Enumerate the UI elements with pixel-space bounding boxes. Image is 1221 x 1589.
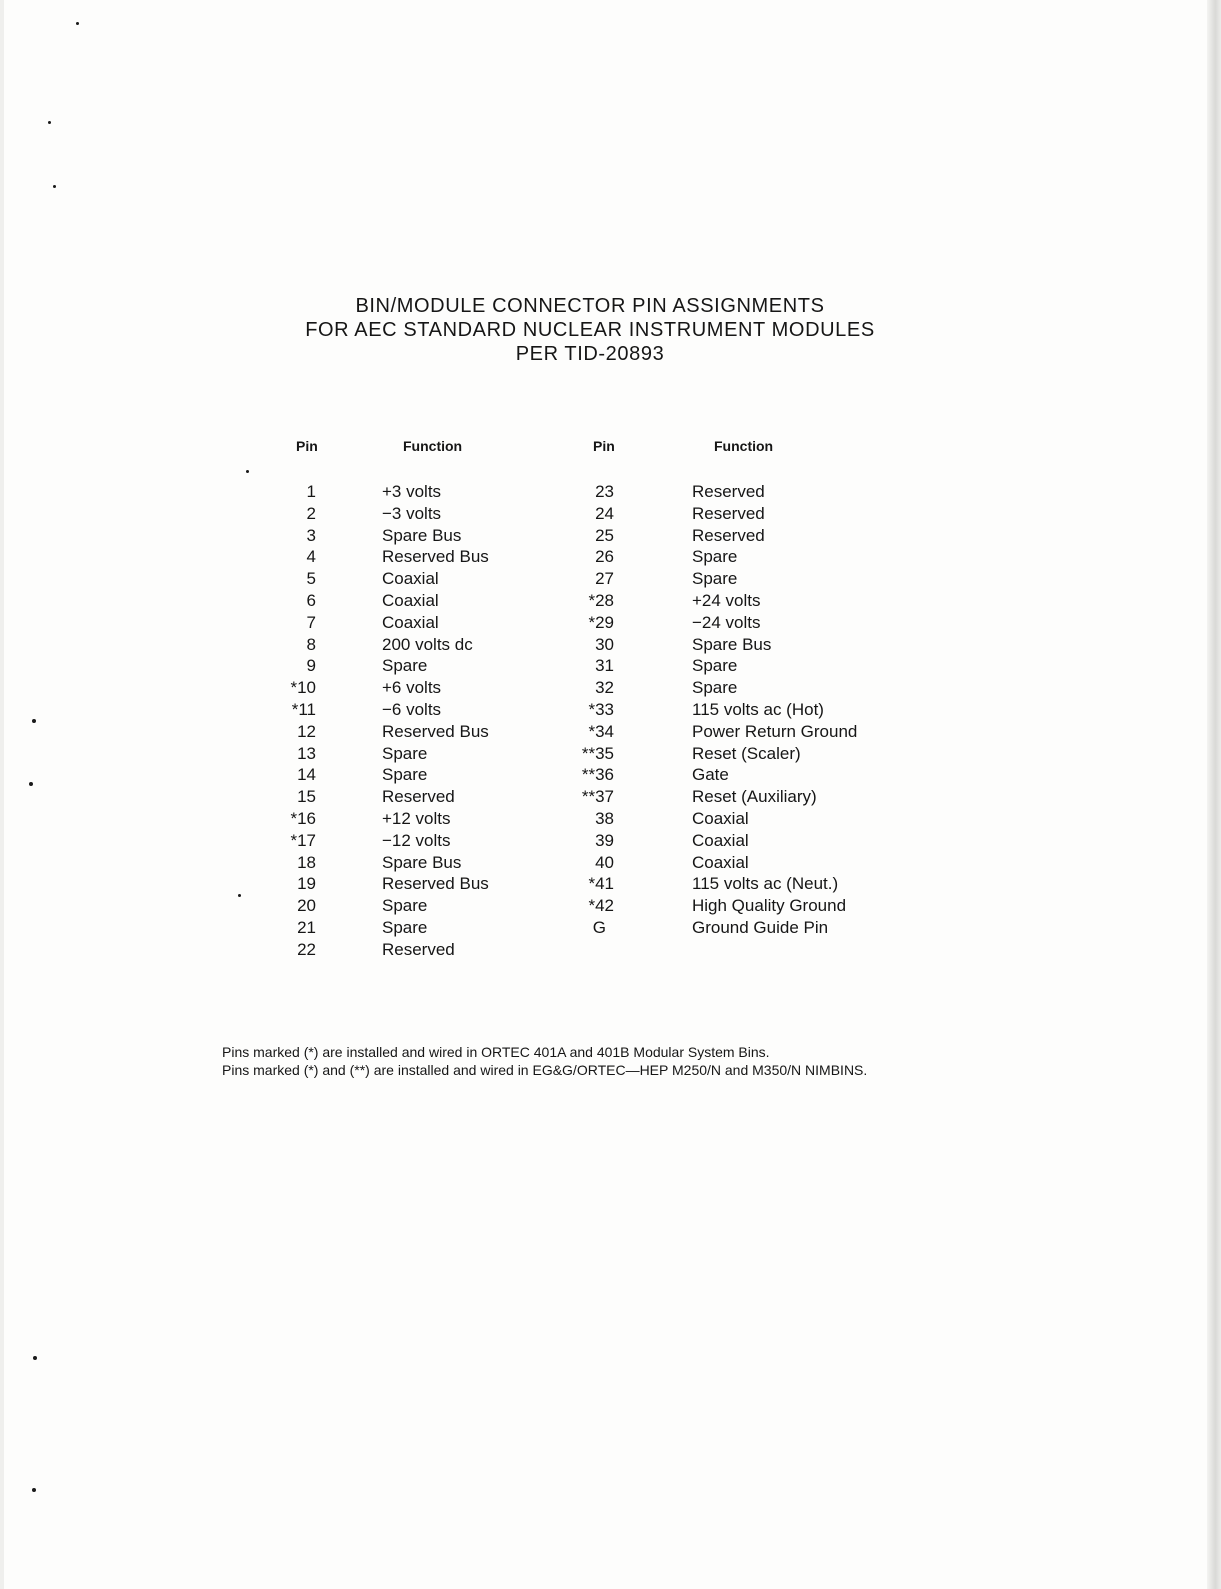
pin-number: 20 xyxy=(297,896,316,916)
pin-number: 18 xyxy=(297,852,316,872)
scan-speck xyxy=(53,185,56,188)
pin-number: 31 xyxy=(595,656,614,676)
footnotes xyxy=(222,1043,867,1079)
pin-function: Reset (Scaler) xyxy=(692,743,801,763)
scan-speck xyxy=(33,1356,37,1360)
header-function-right: Function xyxy=(714,438,774,454)
pin-function: Coaxial xyxy=(692,808,749,828)
header-pin-left: Pin xyxy=(296,438,318,454)
pin-function: Reserved xyxy=(692,503,765,523)
pin-number: **36 xyxy=(581,765,614,785)
pin-function: High Quality Ground xyxy=(692,896,847,916)
left-pin-column xyxy=(270,481,316,961)
footnote-line-1: Pins marked (*) are installed and wired in ORTEC 401A and 401B Modular System Bins. xyxy=(222,1044,770,1060)
pin-number: 40 xyxy=(595,852,614,872)
pin-function: −12 volts xyxy=(382,830,451,850)
pin-number: 30 xyxy=(595,634,614,654)
pin-function: 115 volts ac (Neut.) xyxy=(692,874,839,894)
pin-function: Coaxial xyxy=(382,569,439,589)
pin-number: 32 xyxy=(595,678,614,698)
title-line-2: FOR AEC STANDARD NUCLEAR INSTRUMENT MODULES xyxy=(305,319,875,341)
pin-function: Power Return Ground xyxy=(692,721,858,741)
pin-number: 5 xyxy=(306,569,316,589)
pin-number: 14 xyxy=(297,765,316,785)
scan-speck xyxy=(238,894,241,897)
pin-function: Spare Bus xyxy=(692,634,772,654)
title-line-3: PER TID-20893 xyxy=(515,343,665,365)
pin-number: 13 xyxy=(297,743,316,763)
pin-number: 8 xyxy=(306,634,316,654)
pin-function: −6 volts xyxy=(382,699,442,719)
pin-function: Reserved xyxy=(692,525,765,545)
pin-function: 200 volts dc xyxy=(382,634,473,654)
pin-function: Spare Bus xyxy=(382,525,462,545)
scan-speck xyxy=(48,121,51,124)
pin-function: Spare xyxy=(382,896,428,916)
pin-function: Spare xyxy=(692,656,738,676)
pin-function: +3 volts xyxy=(382,482,442,501)
pin-number: 39 xyxy=(595,830,614,850)
pin-number: 22 xyxy=(297,939,316,959)
pin-function: +12 volts xyxy=(382,808,451,828)
pin-function: +24 volts xyxy=(692,590,761,610)
pin-number: *42 xyxy=(588,896,614,916)
document-title xyxy=(0,294,1180,366)
pin-function: Spare xyxy=(692,678,738,698)
pin-function: −3 volts xyxy=(382,503,442,523)
pin-number: 15 xyxy=(297,787,316,807)
pin-function: Coaxial xyxy=(382,612,439,632)
page-right-edge xyxy=(1207,0,1221,1589)
pin-function: Coaxial xyxy=(692,852,749,872)
pin-function: −24 volts xyxy=(692,612,761,632)
pin-function: Reserved xyxy=(382,939,455,959)
left-function-column xyxy=(382,481,562,961)
pin-number: 23 xyxy=(595,482,614,501)
pin-number: *11 xyxy=(291,699,316,719)
pin-number: 12 xyxy=(297,721,316,741)
footnote-line-2: Pins marked (*) and (**) are installed and wired in EG&G/ORTEC—HEP M250/N and M350/N NIMBINS. xyxy=(222,1062,868,1078)
pin-number: 3 xyxy=(306,525,316,545)
pin-number: G xyxy=(592,917,606,937)
pin-function: Coaxial xyxy=(382,590,439,610)
pin-number: *16 xyxy=(290,808,316,828)
pin-number: *33 xyxy=(588,699,614,719)
pin-function: Reserved Bus xyxy=(382,721,489,741)
scan-speck xyxy=(29,782,33,786)
pin-number: *10 xyxy=(290,678,316,698)
right-function-column xyxy=(692,481,932,939)
title-line-1: BIN/MODULE CONNECTOR PIN ASSIGNMENTS xyxy=(355,295,825,317)
pin-number: 2 xyxy=(306,503,316,523)
pin-function: Spare xyxy=(382,656,428,676)
header-pin-right: Pin xyxy=(593,438,615,454)
pin-function: Reserved xyxy=(382,787,455,807)
pin-function: Reserved xyxy=(692,482,765,501)
pin-function: Gate xyxy=(692,765,729,785)
pin-number: **35 xyxy=(581,743,614,763)
pin-function: Spare xyxy=(692,547,738,567)
pin-number: *17 xyxy=(290,830,316,850)
pin-number: *28 xyxy=(588,590,614,610)
pin-number: 4 xyxy=(306,547,316,567)
pin-number: 7 xyxy=(306,612,316,632)
pin-number: 21 xyxy=(297,917,316,937)
pin-number: 6 xyxy=(306,590,316,610)
pin-number: 9 xyxy=(306,656,316,676)
pin-function: Spare Bus xyxy=(382,852,462,872)
scan-speck xyxy=(32,719,36,723)
pin-function: Reset (Auxiliary) xyxy=(692,787,817,807)
pin-function: 115 volts ac (Hot) xyxy=(692,699,824,719)
scan-speck xyxy=(32,1488,36,1492)
pin-function: +6 volts xyxy=(382,678,442,698)
pin-number: 19 xyxy=(297,874,316,894)
pin-number: 1 xyxy=(306,482,316,501)
pin-number: *41 xyxy=(588,874,614,894)
pin-number: 38 xyxy=(595,808,614,828)
right-pin-column xyxy=(556,481,614,939)
pin-number: *29 xyxy=(588,612,614,632)
pin-number: **37 xyxy=(581,787,614,807)
pin-number: 26 xyxy=(595,547,614,567)
pin-function: Spare xyxy=(382,743,428,763)
pin-function: Spare xyxy=(382,765,428,785)
page-left-edge xyxy=(0,0,4,1589)
pin-number: *34 xyxy=(588,721,614,741)
pin-function: Reserved Bus xyxy=(382,874,489,894)
header-function-left: Function xyxy=(403,438,463,454)
pin-function: Coaxial xyxy=(692,830,749,850)
pin-function: Spare xyxy=(692,569,738,589)
pin-function: Reserved Bus xyxy=(382,547,489,567)
pin-number: 25 xyxy=(595,525,614,545)
scan-speck xyxy=(246,470,249,473)
pin-function: Spare xyxy=(382,917,428,937)
pin-number: 24 xyxy=(595,503,614,523)
pin-number: 27 xyxy=(595,569,614,589)
pin-function: Ground Guide Pin xyxy=(692,917,829,937)
scan-speck xyxy=(76,22,79,25)
